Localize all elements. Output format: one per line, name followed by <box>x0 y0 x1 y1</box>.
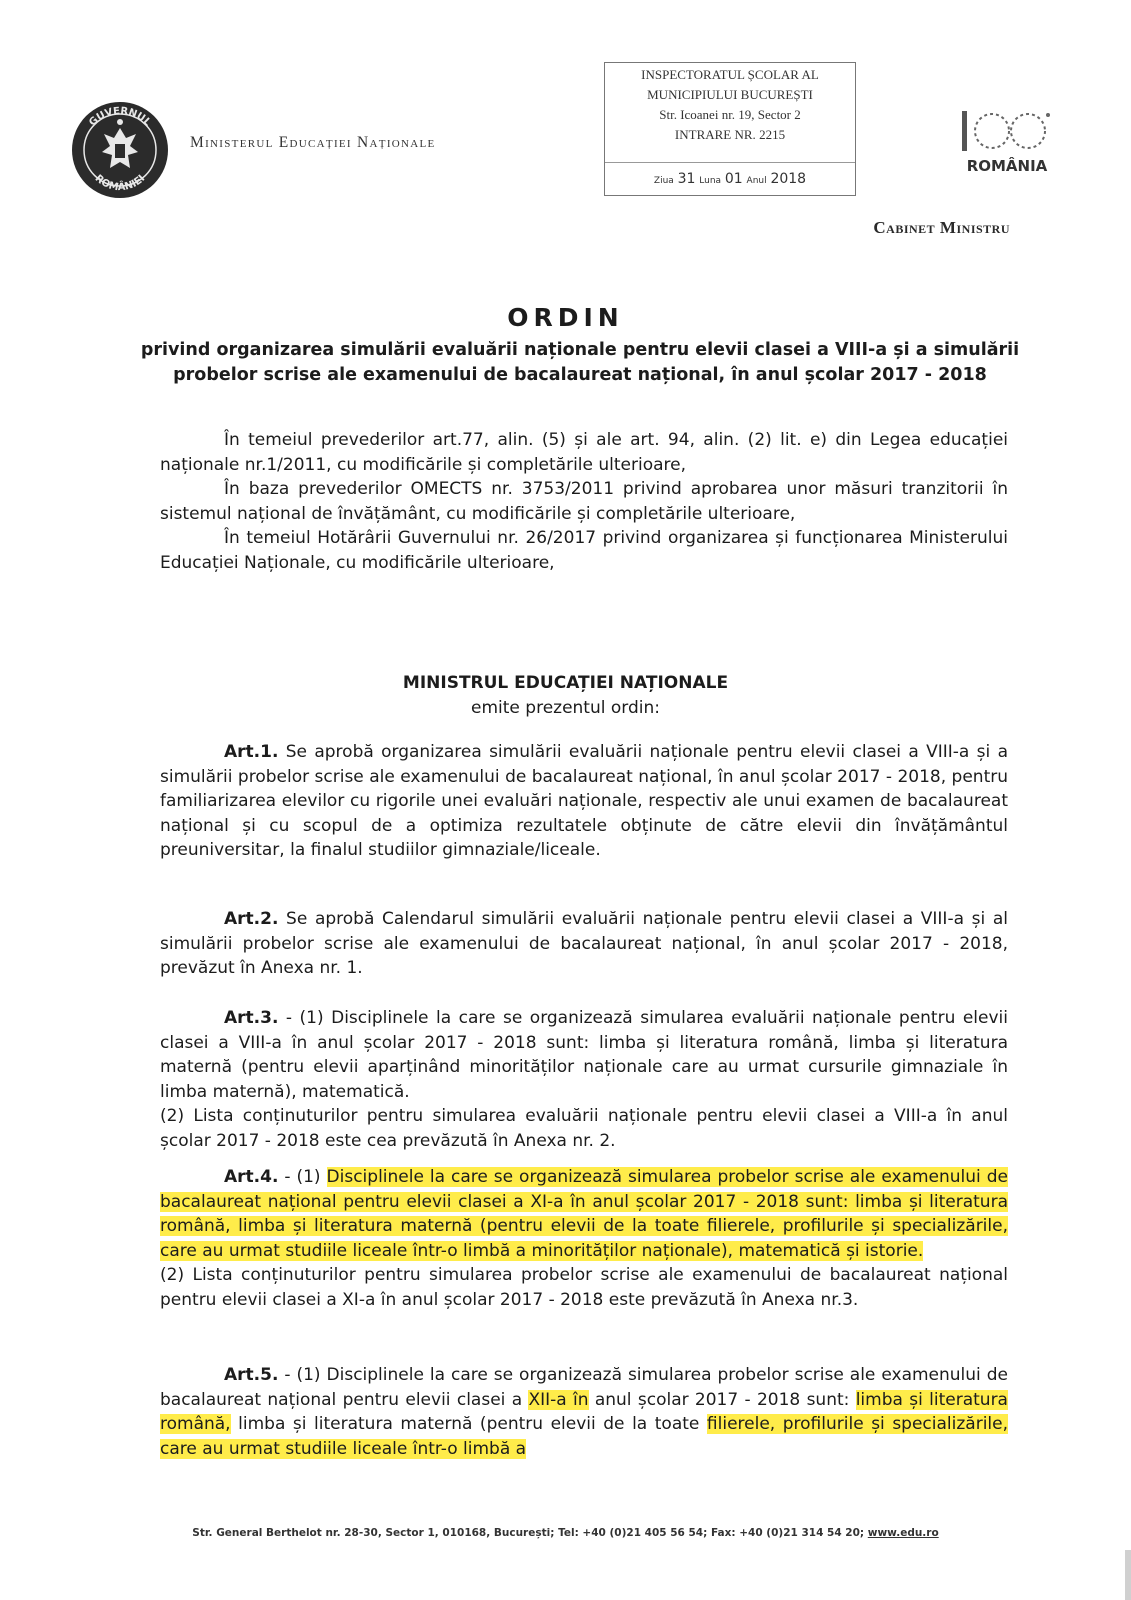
registration-stamp <box>604 62 856 196</box>
issuer-title: MINISTRUL EDUCAȚIEI NAȚIONALE <box>402 673 729 693</box>
preamble-paragraph-2: În baza prevederilor OMECTS nr. 3753/2011 privind aprobarea unor măsuri tranzitorii în sistemul național de învățământ, cu modificările și completările ulterioare, <box>160 479 1008 524</box>
article-1-text: Se aprobă organizarea simulării evaluării naționale pentru elevii clasei a VIII-a și a simulării probelor scrise ale examenului de bacalaureat național, în anul școlar 2017 - 2018, pentru familiarizarea elevilor cu rigorile unei evaluări naționale, respectiv ale unui examen de bacalaureat național și cu scopul de a optimiza rezultatele obținute de către elevii din învățământul preuniversitar, la finalul studiilor gimnaziale/liceale. <box>160 742 1008 860</box>
stamp-entry-label: INTRARE NR. <box>674 127 756 142</box>
centenary-text: ROMÂNIA <box>966 157 1048 175</box>
article-5-text-c: limba și literatura maternă (pentru elevii de la toate <box>230 1414 707 1434</box>
preamble-paragraph-1: În temeiul prevederilor art.77, alin. (5) și ale art. 94, alin. (2) lit. e) din Legea educației naționale nr.1/2011, cu modificările și completările ulterioare, <box>160 430 1008 475</box>
article-3-label: Art.3. <box>224 1008 279 1028</box>
document-title: ORDIN <box>507 303 624 332</box>
scan-edge <box>1125 1550 1131 1600</box>
preamble-paragraph-3: În temeiul Hotărârii Guvernului nr. 26/2017 privind organizarea și funcționarea Ministerului Educației Naționale, cu modificările ulterioare, <box>160 528 1008 573</box>
stamp-line-3: Str. Icoanei nr. 19, Sector 2 <box>659 107 801 122</box>
issuer-block <box>0 671 1131 721</box>
stamp-line-2: MUNICIPIULUI BUCUREȘTI <box>647 87 813 102</box>
document-subtitle: privind organizarea simulării evaluării naționale pentru elevii clasei a VIII-a și a simulării probelor scrise ale examenului de bacalaureat național, în anul școlar 2017 - 2018 <box>140 340 1020 385</box>
preamble <box>160 428 1008 575</box>
article-5-label: Art.5. <box>224 1365 279 1385</box>
stamp-year-label: Anul <box>746 176 767 186</box>
stamp-entry-value: 2215 <box>759 127 786 142</box>
footer-website-link[interactable]: www.edu.ro <box>867 1527 939 1539</box>
article-5-text-b: anul școlar 2017 - 2018 sunt: <box>588 1389 856 1410</box>
article-3 <box>160 1006 1008 1153</box>
centenary-logo <box>952 105 1062 185</box>
article-4 <box>160 1165 1008 1312</box>
article-2-text: Se aprobă Calendarul simulării evaluării naționale pentru elevii clasei a VIII-a și al simulării probelor scrise ale examenului de bacalaureat național, în anul școlar 2017 - 2018, prevăzut în Anexa nr. 1. <box>160 909 1008 978</box>
stamp-line-1: INSPECTORATUL ȘCOLAR AL <box>641 67 819 82</box>
stamp-entry-number <box>605 125 855 145</box>
article-1 <box>160 740 1008 863</box>
footer <box>0 1527 1131 1539</box>
centenary-number-graphic <box>952 105 1062 155</box>
svg-text:ROMÂNIEI: ROMÂNIEI <box>92 173 148 194</box>
article-3-paragraph-1: - (1) Disciplinele la care se organizează simularea evaluării naționale pentru elevii clasei a VIII-a în anul școlar 2017 - 2018 sunt: limba și literatura română, limba și literatura maternă (pentru elevii aparținând minorităților naționale care au urmat cursurile gimnaziale în limba maternă), matematică. <box>160 1008 1008 1102</box>
cabinet-label: Cabinet Ministru <box>873 218 1010 237</box>
stamp-month: 01 <box>724 171 743 187</box>
svg-text:GUVERNUL: GUVERNUL <box>87 105 153 129</box>
article-4-prefix: - (1) <box>278 1167 327 1187</box>
government-seal-logo <box>70 100 170 200</box>
article-4-label: Art.4. <box>224 1167 279 1187</box>
stamp-day-label: Ziua <box>653 176 674 186</box>
article-4-highlighted-text: Disciplinele la care se organizează simularea probelor scrise ale examenului de bacalaureat național pentru elevii clasei a XI-a în anul școlar 2017 - 2018 sunt: limba și literatura română, limba și literatura maternă (pentru elevii de la toate filierele, profilurile și specializările, care au urmat studiile liceale într-o limbă a minorităților naționale), matematică și istorie. <box>160 1167 1008 1261</box>
article-1-label: Art.1. <box>224 742 279 762</box>
stamp-year: 2018 <box>770 171 807 187</box>
stamp-day: 31 <box>677 171 696 187</box>
article-5 <box>160 1363 1008 1461</box>
article-4-paragraph-2: (2) Lista conținuturilor pentru simularea probelor scrise ale examenului de bacalaureat național pentru elevii clasei a XI-a în anul școlar 2017 - 2018 este prevăzută în Anexa nr.3. <box>160 1265 1008 1310</box>
issuer-statement: emite prezentul ordin: <box>471 698 660 718</box>
article-5-highlight-2: limba și literatura română, <box>160 1389 1008 1434</box>
footer-address: Str. General Berthelot nr. 28-30, Sector 1, 010168, București; Tel: +40 (0)21 405 56 54; Fax: +40 (0)21 314 54 20; <box>192 1527 868 1539</box>
article-3-paragraph-2: (2) Lista conținuturilor pentru simularea evaluării naționale pentru elevii clasei a VIII-a în anul școlar 2017 - 2018 este cea prevăzută în Anexa nr. 2. <box>160 1106 1008 1151</box>
article-2 <box>160 907 1008 981</box>
article-5-highlight-3: filierele, profilurile și specializările, care au urmat studiile liceale într-o limbă a <box>160 1414 1009 1459</box>
stamp-date-row <box>605 162 855 195</box>
article-5-text-a: - (1) Disciplinele la care se organizează simularea probelor scrise ale examenului de bacalaureat național pentru elevii clasei a <box>160 1365 1008 1410</box>
ministry-name: Ministerul Educației Naționale <box>190 134 436 151</box>
stamp-month-label: Luna <box>699 176 722 186</box>
article-2-label: Art.2. <box>224 909 279 929</box>
article-5-highlight-1: XII-a în <box>528 1389 589 1410</box>
